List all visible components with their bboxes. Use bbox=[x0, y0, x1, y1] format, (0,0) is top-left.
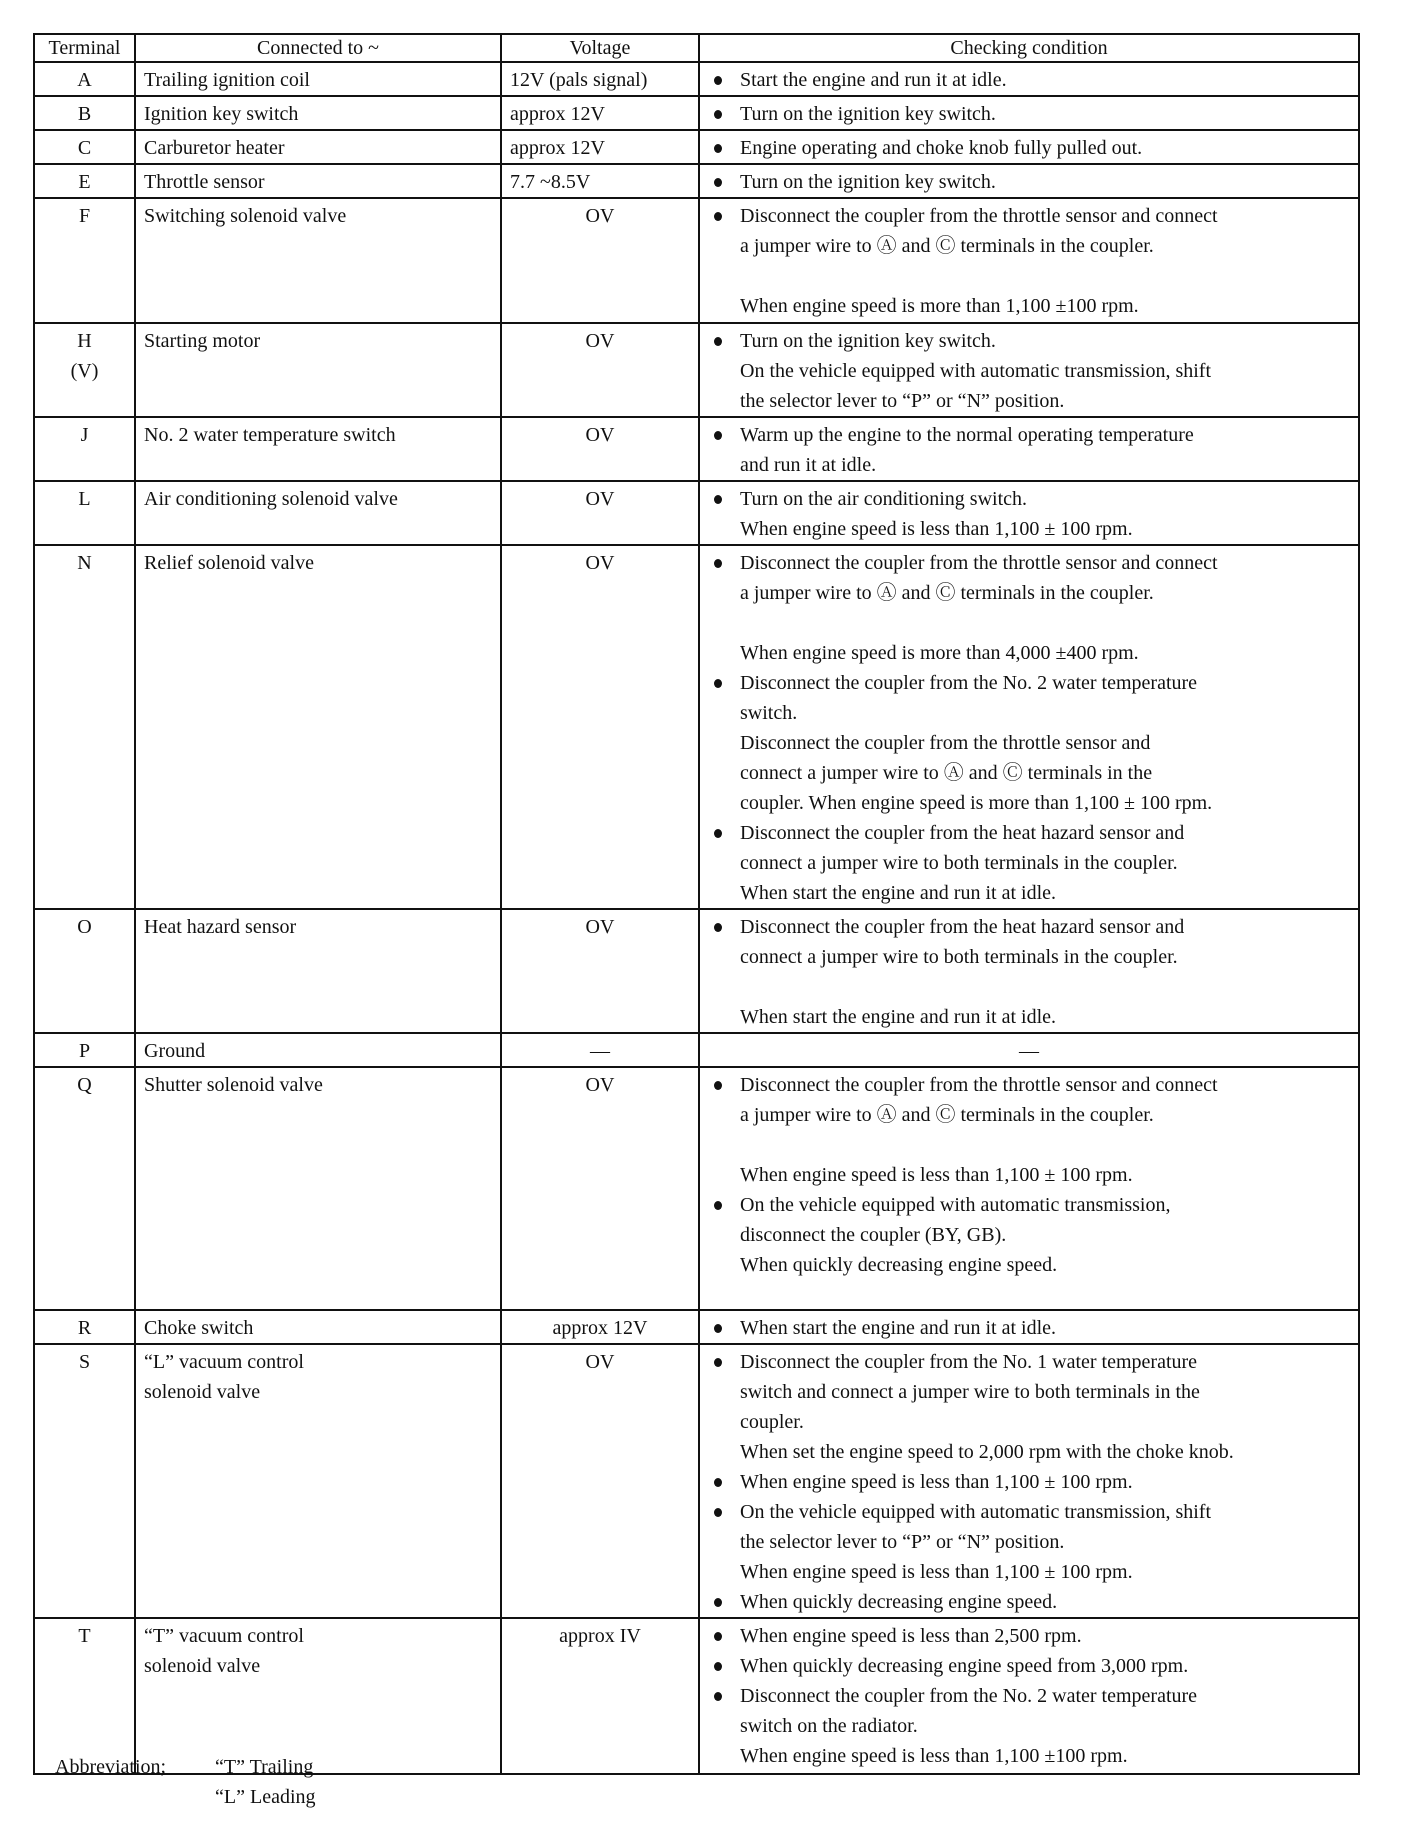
voltage-cell: OV bbox=[501, 1067, 699, 1310]
condition-line: Start the engine and run it at idle. bbox=[708, 65, 1350, 95]
connected-to-label: Heat hazard sensor bbox=[144, 916, 297, 938]
condition-line: a jumper wire to Ⓐ and Ⓒ terminals in the coupler. bbox=[740, 1104, 1154, 1126]
connected-to-cell bbox=[135, 481, 501, 545]
terminal-label: O bbox=[77, 916, 92, 938]
terminal-label: E bbox=[78, 171, 91, 193]
condition-line: Turn on the ignition key switch. bbox=[708, 326, 1350, 356]
terminal-label: T bbox=[78, 1625, 91, 1647]
condition-line: When quickly decreasing engine speed. bbox=[708, 1587, 1350, 1617]
abbreviation-note bbox=[55, 1752, 316, 1812]
condition-line: When quickly decreasing engine speed. bbox=[740, 1254, 1058, 1276]
checking-condition-cell bbox=[699, 96, 1359, 130]
terminal-cell bbox=[34, 481, 135, 545]
checking-condition-cell bbox=[699, 198, 1359, 323]
terminal-cell bbox=[34, 323, 135, 417]
table-row bbox=[34, 1310, 1359, 1344]
abbreviation-item: “T” Trailing bbox=[215, 1756, 314, 1778]
condition-line: Disconnect the coupler from the throttle sensor and connect bbox=[708, 201, 1350, 231]
header-voltage: Voltage bbox=[501, 34, 699, 62]
checking-condition-cell bbox=[699, 62, 1359, 96]
table-row bbox=[34, 417, 1359, 481]
condition-line: the selector lever to “P” or “N” position. bbox=[740, 390, 1065, 412]
condition-line bbox=[708, 972, 1350, 1002]
condition-line: Warm up the engine to the normal operating temperature bbox=[708, 420, 1350, 450]
voltage-cell: approx 12V bbox=[501, 96, 699, 130]
header-connected-to: Connected to ~ bbox=[135, 34, 501, 62]
terminal-label: L bbox=[78, 488, 91, 510]
condition-line: Disconnect the coupler from the heat hazard sensor and bbox=[708, 912, 1350, 942]
table-row bbox=[34, 1033, 1359, 1067]
voltage-cell: approx IV bbox=[501, 1618, 699, 1774]
voltage-cell: OV bbox=[501, 481, 699, 545]
condition-line: Turn on the air conditioning switch. bbox=[708, 484, 1350, 514]
voltage-cell: approx 12V bbox=[501, 130, 699, 164]
condition-line: Turn on the ignition key switch. bbox=[708, 167, 1350, 197]
condition-line: switch and connect a jumper wire to both terminals in the bbox=[740, 1381, 1200, 1403]
condition-line: Turn on the ignition key switch. bbox=[708, 99, 1350, 129]
condition-line: Disconnect the coupler from the No. 1 water temperature bbox=[708, 1347, 1350, 1377]
condition-line: Disconnect the coupler from the throttle sensor and bbox=[740, 732, 1151, 754]
voltage-cell: OV bbox=[501, 909, 699, 1033]
terminal-cell bbox=[34, 545, 135, 909]
condition-line: a jumper wire to Ⓐ and Ⓒ terminals in the coupler. bbox=[740, 235, 1154, 257]
connected-to-label: Relief solenoid valve bbox=[144, 552, 314, 574]
terminal-label: P bbox=[78, 1040, 91, 1062]
connected-to-label: solenoid valve bbox=[144, 1655, 261, 1677]
abbreviation-items bbox=[215, 1752, 316, 1812]
terminal-cell bbox=[34, 909, 135, 1033]
terminal-label: J bbox=[80, 424, 89, 446]
connected-to-label: Shutter solenoid valve bbox=[144, 1074, 323, 1096]
terminal-cell bbox=[34, 62, 135, 96]
condition-line: and run it at idle. bbox=[740, 454, 877, 476]
abbreviation-item: “L” Leading bbox=[215, 1786, 316, 1808]
connected-to-label: Starting motor bbox=[144, 330, 261, 352]
checking-condition-cell bbox=[699, 909, 1359, 1033]
condition-line bbox=[708, 1130, 1350, 1160]
checking-condition-cell bbox=[699, 545, 1359, 909]
connected-to-cell bbox=[135, 62, 501, 96]
condition-line: When engine speed is less than 1,100 ± 100 rpm. bbox=[740, 1561, 1133, 1583]
condition-line: When start the engine and run it at idle. bbox=[740, 882, 1057, 904]
condition-line: When engine speed is less than 1,100 ± 100 rpm. bbox=[708, 1467, 1350, 1497]
condition-line bbox=[708, 608, 1350, 638]
condition-line: — bbox=[1019, 1040, 1039, 1062]
terminal-cell bbox=[34, 96, 135, 130]
voltage-cell: OV bbox=[501, 1344, 699, 1618]
condition-line: Disconnect the coupler from the throttle sensor and connect bbox=[708, 1070, 1350, 1100]
condition-line: connect a jumper wire to both terminals in the coupler. bbox=[740, 852, 1178, 874]
connected-to-cell bbox=[135, 909, 501, 1033]
connected-to-label: Ground bbox=[144, 1040, 206, 1062]
table-row bbox=[34, 164, 1359, 198]
terminal-label: Q bbox=[77, 1074, 92, 1096]
condition-line: When start the engine and run it at idle. bbox=[740, 1006, 1057, 1028]
connected-to-cell bbox=[135, 130, 501, 164]
condition-line: When engine speed is less than 1,100 ± 100 rpm. bbox=[740, 1164, 1133, 1186]
table-row bbox=[34, 1067, 1359, 1310]
condition-line: When engine speed is more than 1,100 ±100 rpm. bbox=[740, 295, 1139, 317]
connected-to-cell bbox=[135, 1618, 501, 1774]
condition-line: On the vehicle equipped with automatic transmission, shift bbox=[740, 360, 1212, 382]
header-terminal: Terminal bbox=[34, 34, 135, 62]
connected-to-cell bbox=[135, 417, 501, 481]
condition-line: coupler. bbox=[740, 1411, 804, 1433]
connected-to-cell bbox=[135, 1067, 501, 1310]
condition-line: On the vehicle equipped with automatic transmission, shift bbox=[708, 1497, 1350, 1527]
terminal-cell bbox=[34, 417, 135, 481]
terminal-label: A bbox=[77, 69, 92, 91]
condition-line: the selector lever to “P” or “N” position. bbox=[740, 1531, 1065, 1553]
condition-line: When engine speed is less than 1,100 ±100 rpm. bbox=[740, 1745, 1128, 1767]
condition-line: disconnect the coupler (BY, GB). bbox=[740, 1224, 1007, 1246]
condition-line: When quickly decreasing engine speed from 3,000 rpm. bbox=[708, 1651, 1350, 1681]
table-header-row bbox=[34, 34, 1359, 62]
condition-line: Disconnect the coupler from the No. 2 water temperature bbox=[708, 1681, 1350, 1711]
terminal-label: (V) bbox=[70, 360, 99, 382]
condition-line: Disconnect the coupler from the heat hazard sensor and bbox=[708, 818, 1350, 848]
terminal-cell bbox=[34, 1618, 135, 1774]
table-row bbox=[34, 130, 1359, 164]
voltage-cell: OV bbox=[501, 323, 699, 417]
terminal-cell bbox=[34, 1310, 135, 1344]
connected-to-cell bbox=[135, 164, 501, 198]
condition-line: When engine speed is less than 2,500 rpm. bbox=[708, 1621, 1350, 1651]
checking-condition-cell bbox=[699, 130, 1359, 164]
voltage-cell: OV bbox=[501, 417, 699, 481]
terminal-label: C bbox=[77, 137, 92, 159]
table-row bbox=[34, 323, 1359, 417]
voltage-cell: approx 12V bbox=[501, 1310, 699, 1344]
terminal-cell bbox=[34, 130, 135, 164]
checking-condition-cell bbox=[699, 481, 1359, 545]
connected-to-cell bbox=[135, 198, 501, 323]
connected-to-label: “L” vacuum control bbox=[144, 1351, 304, 1373]
terminal-cell bbox=[34, 1033, 135, 1067]
table-row bbox=[34, 909, 1359, 1033]
table-row bbox=[34, 96, 1359, 130]
connected-to-label: No. 2 water temperature switch bbox=[144, 424, 396, 446]
connected-to-cell bbox=[135, 96, 501, 130]
connected-to-label: solenoid valve bbox=[144, 1381, 261, 1403]
terminal-label: H bbox=[77, 330, 92, 352]
connected-to-cell bbox=[135, 1033, 501, 1067]
table-row bbox=[34, 1618, 1359, 1774]
voltage-cell: OV bbox=[501, 545, 699, 909]
checking-condition-cell bbox=[699, 323, 1359, 417]
condition-line bbox=[708, 261, 1350, 291]
condition-line: When engine speed is more than 4,000 ±400 rpm. bbox=[740, 642, 1139, 664]
checking-condition-cell bbox=[699, 1067, 1359, 1310]
table-row bbox=[34, 1344, 1359, 1618]
checking-condition-cell bbox=[699, 1033, 1359, 1067]
condition-line: When set the engine speed to 2,000 rpm with the choke knob. bbox=[740, 1441, 1234, 1463]
terminal-label: F bbox=[78, 205, 91, 227]
voltage-cell: 7.7 ~8.5V bbox=[501, 164, 699, 198]
connected-to-cell bbox=[135, 323, 501, 417]
voltage-cell: — bbox=[501, 1033, 699, 1067]
connected-to-label: Choke switch bbox=[144, 1317, 254, 1339]
voltage-cell: 12V (pals signal) bbox=[501, 62, 699, 96]
terminal-label: B bbox=[77, 103, 92, 125]
connected-to-label: Trailing ignition coil bbox=[144, 69, 310, 91]
terminal-label: N bbox=[77, 552, 92, 574]
connected-to-label: “T” vacuum control bbox=[144, 1625, 304, 1647]
condition-line: Disconnect the coupler from the No. 2 water temperature bbox=[708, 668, 1350, 698]
table-row bbox=[34, 481, 1359, 545]
abbreviation-label: Abbreviation; bbox=[55, 1756, 167, 1778]
terminal-cell bbox=[34, 1344, 135, 1618]
connected-to-cell bbox=[135, 1310, 501, 1344]
header-checking-condition: Checking condition bbox=[699, 34, 1359, 62]
checking-condition-cell bbox=[699, 1618, 1359, 1774]
condition-line: Disconnect the coupler from the throttle sensor and connect bbox=[708, 548, 1350, 578]
connected-to-label: Air conditioning solenoid valve bbox=[144, 488, 398, 510]
terminal-label: S bbox=[78, 1351, 91, 1373]
condition-line: When start the engine and run it at idle. bbox=[708, 1313, 1350, 1343]
table-body bbox=[34, 62, 1359, 1774]
condition-line: Engine operating and choke knob fully pulled out. bbox=[708, 133, 1350, 163]
condition-line: a jumper wire to Ⓐ and Ⓒ terminals in the coupler. bbox=[740, 582, 1154, 604]
condition-line: coupler. When engine speed is more than 1,100 ± 100 rpm. bbox=[740, 792, 1213, 814]
condition-line: connect a jumper wire to both terminals in the coupler. bbox=[740, 946, 1178, 968]
condition-line: switch on the radiator. bbox=[740, 1715, 918, 1737]
checking-condition-cell bbox=[699, 417, 1359, 481]
table-row bbox=[34, 545, 1359, 909]
terminal-cell bbox=[34, 164, 135, 198]
condition-line: switch. bbox=[740, 702, 798, 724]
terminal-cell bbox=[34, 1067, 135, 1310]
condition-line: connect a jumper wire to Ⓐ and Ⓒ terminals in the bbox=[740, 762, 1153, 784]
terminal-check-table bbox=[33, 33, 1360, 1775]
voltage-cell: OV bbox=[501, 198, 699, 323]
connected-to-label: Carburetor heater bbox=[144, 137, 285, 159]
connected-to-label: Switching solenoid valve bbox=[144, 205, 347, 227]
connected-to-cell bbox=[135, 545, 501, 909]
connected-to-label: Throttle sensor bbox=[144, 171, 265, 193]
table-row bbox=[34, 62, 1359, 96]
checking-condition-cell bbox=[699, 1310, 1359, 1344]
terminal-label: R bbox=[77, 1317, 92, 1339]
checking-condition-cell bbox=[699, 1344, 1359, 1618]
condition-line: On the vehicle equipped with automatic transmission, bbox=[708, 1190, 1350, 1220]
connected-to-label: Ignition key switch bbox=[144, 103, 299, 125]
terminal-cell bbox=[34, 198, 135, 323]
table-row bbox=[34, 198, 1359, 323]
condition-line: When engine speed is less than 1,100 ± 100 rpm. bbox=[740, 518, 1133, 540]
connected-to-cell bbox=[135, 1344, 501, 1618]
checking-condition-cell bbox=[699, 164, 1359, 198]
